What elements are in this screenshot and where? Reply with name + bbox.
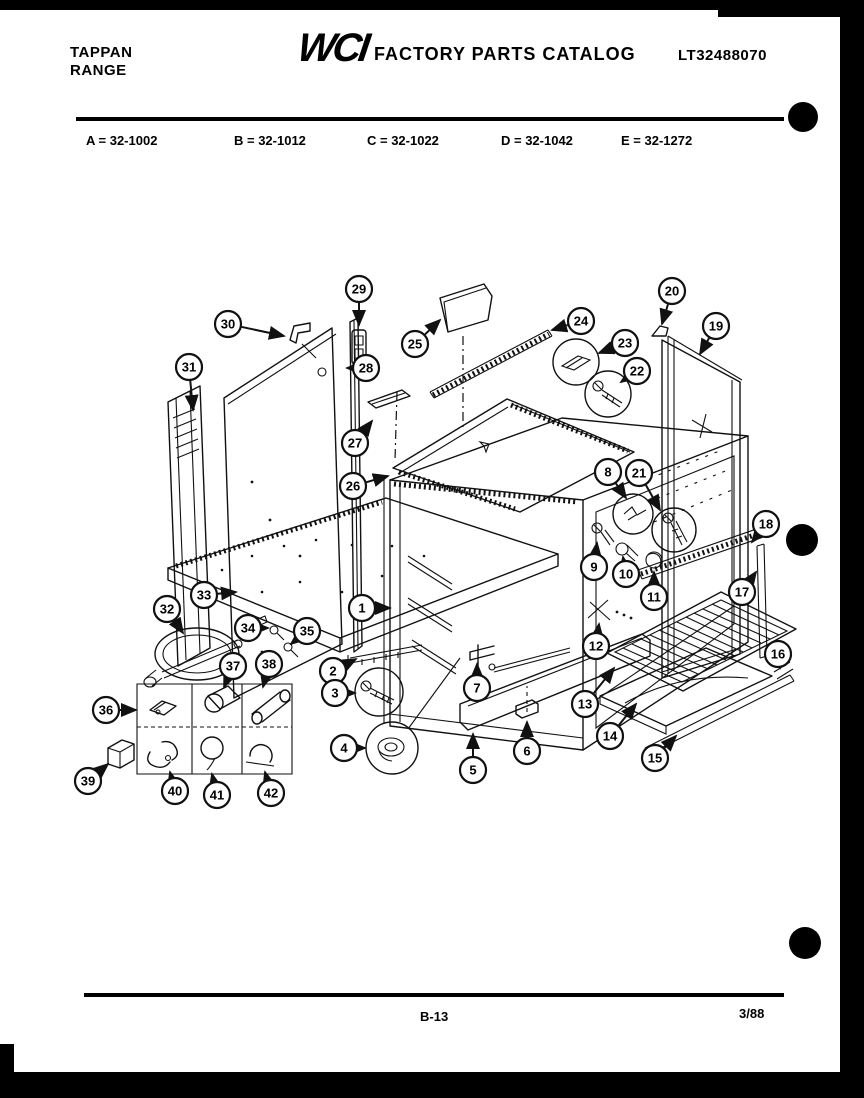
callout-26-leader (366, 476, 388, 482)
revision-date: 3/88 (739, 1006, 765, 1021)
callout-41 (204, 774, 230, 808)
callout-20-leader (662, 304, 668, 324)
callout-17-leader (750, 572, 756, 581)
callout-33-number: 33 (196, 587, 212, 603)
callout-21 (626, 460, 660, 510)
footer-rule (84, 993, 784, 997)
scan-edge-bottom-left (0, 1044, 14, 1098)
callout-23 (599, 330, 638, 356)
callout-1-number: 1 (358, 600, 366, 616)
callout-5-number: 5 (469, 762, 477, 778)
callout-3 (322, 680, 355, 706)
diagram-line-art (108, 281, 796, 774)
callout-14-number: 14 (602, 728, 618, 744)
callout-33 (191, 582, 236, 608)
model-code: B = 32-1012 (234, 133, 306, 148)
callout-27 (342, 421, 372, 456)
callout-22 (621, 358, 650, 384)
callout-27-number: 27 (347, 435, 363, 451)
document-number: LT32488070 (678, 47, 767, 64)
callout-31-number: 31 (181, 359, 197, 375)
callout-16-number: 16 (770, 646, 786, 662)
callout-40 (162, 772, 188, 804)
callout-37-number: 37 (225, 658, 241, 674)
callout-12-leader (598, 624, 599, 632)
catalog-title: FACTORY PARTS CATALOG (374, 44, 636, 64)
callout-19-leader (700, 338, 709, 354)
callout-31 (176, 354, 202, 410)
callout-24-number: 24 (573, 313, 589, 329)
callout-7-number: 7 (473, 680, 481, 696)
callout-19-number: 19 (708, 318, 724, 334)
binder-hole (788, 102, 818, 132)
callout-8 (595, 459, 626, 498)
callout-30 (215, 311, 284, 337)
callout-29-number: 29 (351, 281, 367, 297)
callout-36-number: 36 (98, 702, 114, 718)
callout-13-number: 13 (577, 696, 593, 712)
callout-10 (613, 557, 639, 587)
callout-18-number: 18 (758, 516, 774, 532)
callout-26 (340, 473, 388, 499)
callout-21-number: 21 (631, 465, 647, 481)
callout-35-number: 35 (299, 623, 315, 639)
callout-17-number: 17 (734, 584, 750, 600)
callout-20-number: 20 (664, 283, 680, 299)
callout-42-leader (265, 772, 267, 780)
callout-20 (659, 278, 685, 324)
callout-22-number: 22 (629, 363, 645, 379)
callout-6-number: 6 (523, 743, 531, 759)
callout-9 (581, 543, 607, 580)
callout-11-number: 11 (647, 589, 661, 605)
callout-38 (256, 651, 282, 687)
model-code: A = 32-1002 (86, 133, 158, 148)
callout-9-leader (596, 543, 597, 553)
callout-12-number: 12 (588, 638, 604, 654)
callout-34 (235, 615, 268, 641)
scan-edge-right (840, 0, 864, 1098)
callout-35 (291, 618, 320, 644)
callout-26-number: 26 (345, 478, 361, 494)
model-code: D = 32-1042 (501, 133, 573, 148)
brand-line-2: RANGE (70, 62, 127, 79)
callout-41-number: 41 (209, 787, 225, 803)
callout-4 (331, 735, 365, 761)
callout-17 (729, 572, 756, 605)
callout-16 (765, 641, 791, 668)
callout-14 (597, 704, 636, 749)
page-number: B-13 (420, 1009, 449, 1024)
binder-hole (789, 927, 821, 959)
callout-23-leader (599, 348, 612, 353)
brand-line-1: TAPPAN (70, 44, 133, 61)
callout-22-leader (621, 379, 625, 382)
callout-2-number: 2 (329, 663, 337, 679)
callout-41-leader (212, 774, 214, 781)
callout-38-number: 38 (261, 656, 277, 672)
binder-hole (786, 524, 818, 556)
callout-39-number: 39 (80, 773, 96, 789)
model-code: C = 32-1022 (367, 133, 439, 148)
callout-4-number: 4 (340, 740, 348, 756)
model-code: E = 32-1272 (621, 133, 693, 148)
scan-edge-bottom (0, 1072, 864, 1098)
callout-25-leader (425, 320, 440, 334)
callout-39-leader (99, 764, 108, 772)
callout-3-number: 3 (331, 685, 339, 701)
callout-40-number: 40 (167, 783, 183, 799)
callout-9-number: 9 (590, 559, 598, 575)
callout-8-number: 8 (604, 464, 612, 480)
callout-27-leader (364, 421, 372, 432)
callout-10-number: 10 (618, 566, 634, 582)
callout-30-leader (242, 327, 284, 336)
callout-18-leader (752, 535, 757, 542)
callout-30-number: 30 (220, 316, 236, 332)
callout-38-leader (263, 678, 265, 687)
callout-42-number: 42 (263, 785, 279, 801)
callout-39 (75, 764, 108, 794)
callout-24 (552, 308, 594, 334)
callout-6 (514, 722, 540, 764)
callout-36 (93, 697, 136, 723)
callout-42 (258, 772, 284, 806)
callout-24-leader (552, 325, 568, 330)
callout-29 (346, 276, 372, 325)
callout-5 (460, 734, 486, 783)
callout-19 (700, 313, 729, 354)
callout-25 (402, 320, 440, 357)
callout-23-number: 23 (617, 335, 633, 351)
wci-logo: WCI (294, 26, 370, 70)
callout-33-leader (218, 592, 236, 594)
callout-34-number: 34 (240, 620, 256, 636)
binder-holes (786, 102, 821, 959)
callout-14-leader (619, 704, 636, 725)
callout-32 (154, 596, 183, 633)
callout-25-number: 25 (407, 336, 423, 352)
callout-18 (752, 511, 779, 542)
callout-28-number: 28 (358, 360, 374, 376)
callout-15-number: 15 (647, 750, 663, 766)
callout-32-number: 32 (159, 601, 175, 617)
callout-10-leader (623, 557, 624, 560)
callout-40-leader (170, 772, 171, 777)
callout-7 (464, 664, 490, 701)
callout-35-leader (291, 640, 296, 644)
